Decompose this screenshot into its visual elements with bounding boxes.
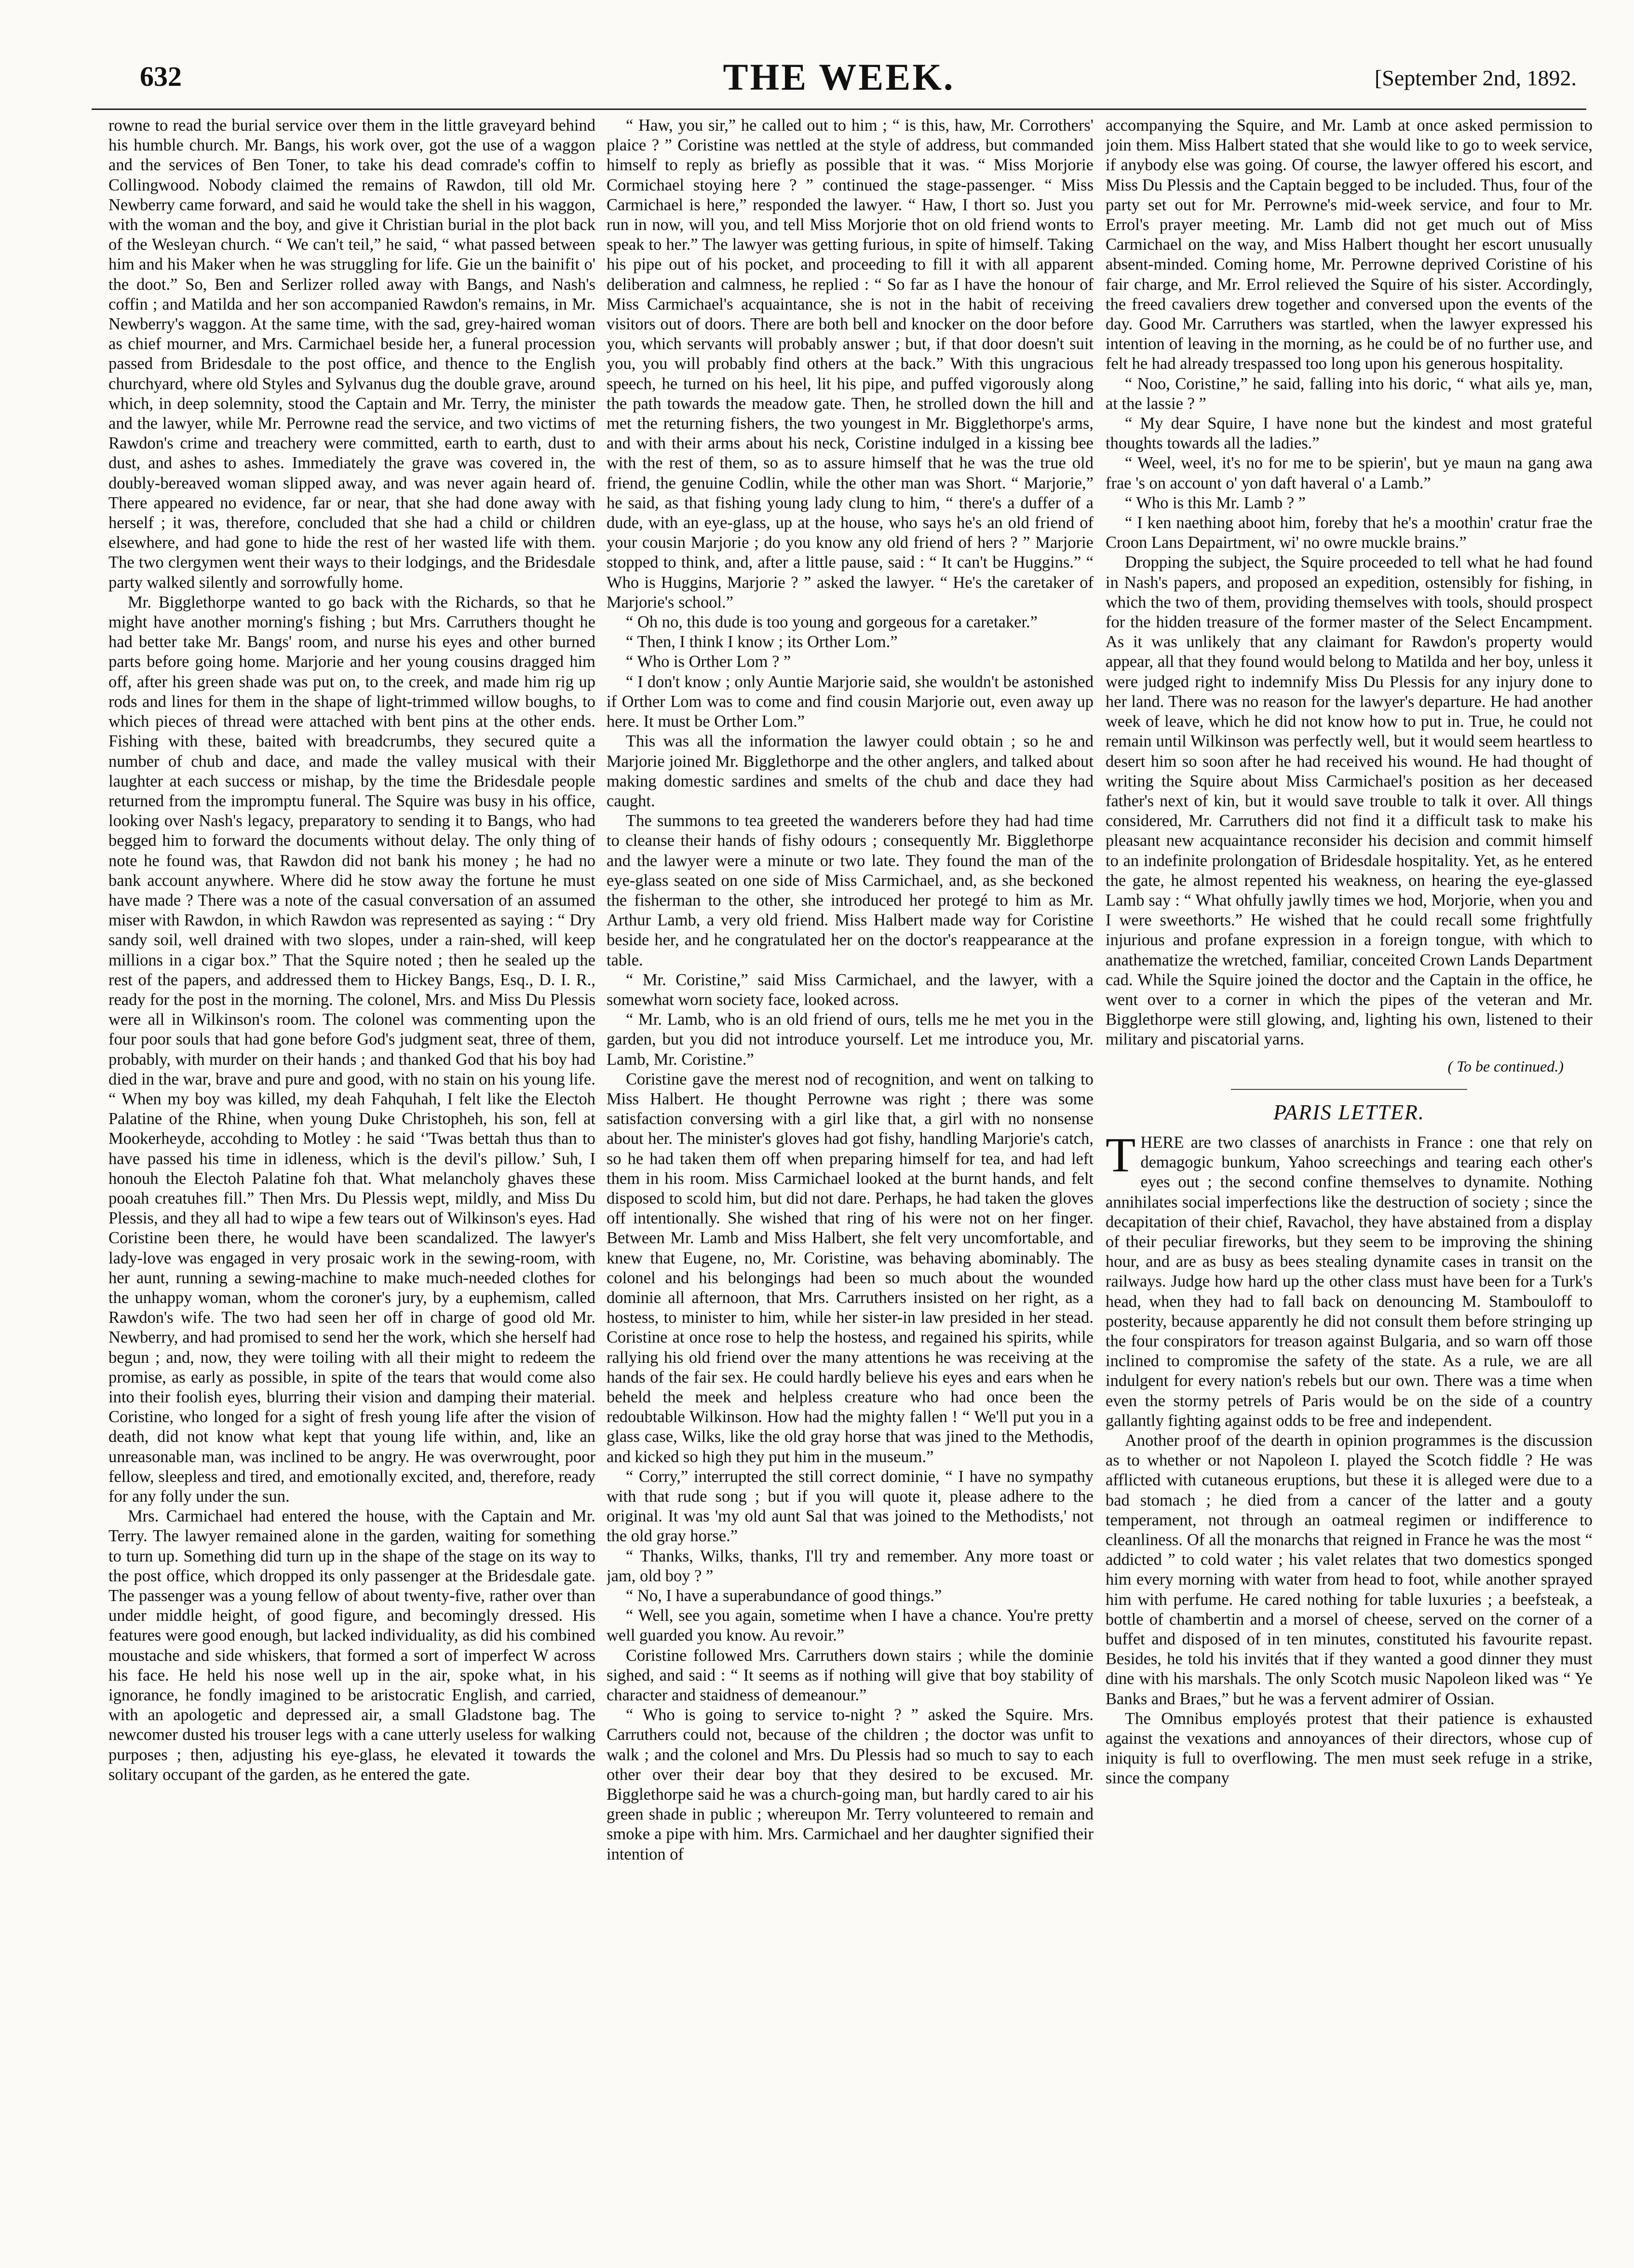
column-2 xyxy=(607,116,1094,2257)
article-paragraph: Another proof of the dearth in opinion programmes is the discussion as to whether or not Napoleon I. played the Scotch fiddle ? He was afflicted with cutaneous eruptions, but these it is alleged were due to a bad stomach ; he died from a cancer of the latter and a gouty temperament, not through an oatmeal regimen or indifference to cleanliness. Of all the monarchs that reigned in France he was the most “ addicted ” to cold water ; his valet relates that two domestics sponged him every morning with water from head to foot, while another sprayed him with perfume. He cared nothing for table luxuries ; a beefsteak, a bottle of chambertin and a morsel of cheese, served on the corner of a buffet and disposed of in ten minutes, constituted his favourite repast. Besides, he told his invités that if they wanted a good dinner they must dine with his marshals. The only Scotch music Napoleon liked was “ Ye Banks and Braes,” but he was a fervent admirer of Ossian. xyxy=(1106,1431,1593,1708)
story-paragraph: “ Oh no, this dude is too young and gorgeous for a caretaker.” xyxy=(626,613,1038,632)
story-paragraph: “ Who is this Mr. Lamb ? ” xyxy=(1125,493,1306,512)
story-paragraph: This was all the information the lawyer could obtain ; so he and Marjorie joined Mr. Bigglethorpe and the other anglers, and talked about making domestic sardines and smelts of the chub and dace they had caught. xyxy=(607,732,1094,810)
story-paragraph: “ Who is going to service to-night ? ” asked the Squire. Mrs. Carruthers could not, because of the children ; the doctor was unfit to walk ; and the colonel and Mrs. Du Plessis had so much to say to each other over their dear boy that they desired to be excused. Mr. Bigglethorpe said he was a church-going man, but hardly cared to air his green shade in public ; whereupon Mr. Terry volunteered to remain and smoke a pipe with him. Mrs. Carmichael and her daughter signified their intention of xyxy=(607,1706,1094,1863)
article-paragraph xyxy=(1106,1127,1593,1431)
story-paragraph: Mrs. Carmichael had entered the house, with the Captain and Mr. Terry. The lawyer remained alone in the garden, waiting for something to turn up. Something did turn up in the shape of the stage on its way to the post office, which dropped its only passenger at the Bridesdale gate. The passenger was a young fellow of about twenty-five, rather over than under middle height, of good figure, and becomingly dressed. His features were good enough, but lacked individuality, as did his combined moustache and side whiskers, that formed a sort of imperfect W across his face. He held his nose well up in the air, spoke what, in his ignorance, he fondly imagined to be aristocratic English, and carried, with an apologetic and depressed air, a small Gladstone bag. The newcomer dusted his trouser legs with a cane utterly useless for walking purposes ; then, adjusting his eye-glass, he elevated it towards the solitary occupant of the garden, as he entered the gate. xyxy=(108,1507,595,1784)
story-paragraph: “ Who is Orther Lom ? ” xyxy=(626,652,791,671)
story-paragraph: “ Mr. Lamb, who is an old friend of ours, tells me he met you in the garden, but you did not introduce yourself. Let me introduce you, Mr. Lamb, Mr. Coristine.” xyxy=(607,1010,1094,1069)
page-header xyxy=(92,55,1586,110)
story-paragraph: “ Thanks, Wilks, thanks, I'll try and remember. Any more toast or jam, old boy ? ” xyxy=(607,1547,1094,1585)
paris-letter-heading: PARIS LETTER. xyxy=(1273,1100,1425,1124)
story-paragraph: “ Weel, weel, it's no for me to be spierin', but ye maun na gang awa frae 's on account o' yon daft haveral o' a Lamb.” xyxy=(1106,454,1593,492)
story-paragraph: “ My dear Squire, I have none but the kindest and most grateful thoughts towards all the ladies.” xyxy=(1106,414,1593,453)
page-number: 632 xyxy=(140,61,182,92)
story-paragraph: “ I don't know ; only Auntie Marjorie said, she wouldn't be astonished if Orther Lom was to come and find cousin Marjorie out, even away up here. It must be Orther Lom.” xyxy=(607,672,1094,731)
masthead-title: THE WEEK. xyxy=(723,56,955,98)
story-paragraph: “ I ken naething aboot him, foreby that he's a moothin' cratur frae the Croon Lans Depairtment, wi' no owre muckle brains.” xyxy=(1106,514,1593,552)
to-be-continued-note: ( To be continued.) xyxy=(1447,1057,1564,1075)
story-paragraph: “ No, I have a superabundance of good things.” xyxy=(626,1587,942,1605)
story-paragraph: “ Corry,” interrupted the still correct dominie, “ I have no sympathy with that rude song ; but if you will quote it, please adhere to the original. It was 'my old aunt Sal that was joined to the Methodists,' not the old gray horse.” xyxy=(607,1467,1094,1546)
story-paragraph: rowne to read the burial service over them in the little graveyard behind his humble church. Mr. Bangs, his work over, got the use of a waggon and the services of Ben Toner, to take his dead comrade's coffin to Collingwood. Nobody claimed the remains of Rawdon, till old Mr. Newberry came forward, and said he would take the shell in his waggon, with the woman and the boy, and give it Christian burial in the plot back of the Wesleyan church. “ We can't teil,” he said, “ what passed between him and his Maker when he was struggling for life. Gie un the bainifit o' the doot.” So, Ben and Serlizer rolled away with Bangs, and Nash's coffin ; and Matilda and her son accompanied Rawdon's remains, in Mr. Newberry's waggon. At the same time, with the sad, grey-haired woman as chief mourner, and Mrs. Carmichael beside her, a funeral procession passed from Bridesdale to the post office, and thence to the English churchyard, where old Styles and Sylvanus dug the double grave, around which, in deep solemnity, stood the Captain and Mr. Terry, the minister and the lawyer, while Mr. Perrowne read the service, and two victims of Rawdon's crime and treachery were committed, earth to earth, dust to dust, and ashes to ashes. Immediately the grave was covered in, the doubly-bereaved woman slipped away, and was never again heard of. There appeared no evidence, far or near, that she had done away with herself ; it was, therefore, concluded that she had a child or children elsewhere, and had gone to hide the rest of her wasted life with them. The two clergymen went their ways to their lodgings, and the Bridesdale party walked silently and sorrowfully home. xyxy=(108,116,595,592)
column-1 xyxy=(108,116,595,2257)
story-paragraph: “ Noo, Coristine,” he said, falling into his doric, “ what ails ye, man, at the lassie ? ” xyxy=(1106,374,1593,413)
story-paragraph: Mr. Bigglethorpe wanted to go back with the Richards, so that he might have another morning's fishing ; but Mrs. Carruthers thought he had better take Mr. Bangs' room, and nurse his eyes and other burned parts before going home. Marjorie and her young cousins dragged him off, after his green shade was put on, to the creek, and made him rig up rods and lines for them in the shape of light-trimmed willow boughs, to which pieces of thread were attached with bent pins at the other ends. Fishing with these, baited with breadcrumbs, they secured quite a number of chub and dace, and made the valley musical with their laughter at each success or mishap, by the time the Bridesdale people returned from the impromptu funeral. The Squire was busy in his office, looking over Nash's legacy, preparatory to sending it to Bangs, who had begged him to forward the documents without delay. The only thing of note he found was, that Rawdon did not bank his money ; he had no bank account anywhere. Where did he stow away the fortune he must have made ? There was a note of the casual conversation of an assumed miser with Rawdon, in which Rawdon was represented as saying : “ Dry sandy soil, well drained with two slopes, under a rain-shed, will keep millions in a cigar box.” That the Squire noted ; then he sealed up the rest of the papers, and addressed them to Hickey Bangs, Esq., D. I. R., ready for the post in the morning. The colonel, Mrs. and Miss Du Plessis were all in Wilkinson's room. The colonel was commenting upon the four poor souls that had gone before God's judgment seat, three of them, probably, with murder on their hands ; and thanked God that his boy had died in the war, brave and pure and good, with no stain on his young life. “ When my boy was killed, my deah Fahquhah, I felt like the Electoh Palatine of the Rhine, when young Duke Christopheh, his son, fell at Mookerheyde, accohding to Motley : he said ‘'Twas bettah thus than to have passed his time in idleness, which is the devil's pillow.’ Suh, I honouh the Electoh Palatine foh that. What melancholy ghaves these pooah creatuhes fill.” Then Mrs. Du Plessis wept, mildly, and Miss Du Plessis, and they all had to wipe a few tears out of Wilkinson's eyes. Had Coristine been there, he would have been scandalized. The lawyer's lady-love was engaged in very prosaic work in the sewing-room, with her aunt, running a sewing-machine to make much-needed clothes for the unhappy woman, whom the coroner's jury, by a euphemism, called Rawdon's wife. The two had seen her off in charge of good old Mr. Newberry, and had promised to send her the work, which she herself had begun ; and, now, they were toiling with all their might to redeem the promise, as early as possible, in spite of the tears that would come also into their foolish eyes, blurring their vision and damping their material. Coristine, who longed for a sight of fresh young life after the vision of death, did not know what kept that young life within, and, like an unreasonable man, was inclined to be angry. He was overwrought, poor fellow, sleepless and tired, and emotionally excited, and, therefore, ready for any folly under the sun. xyxy=(108,593,595,1506)
story-paragraph: “ Then, I think I know ; its Orther Lom.” xyxy=(626,633,898,652)
story-paragraph: “ Well, see you again, sometime when I have a chance. You're pretty well guarded you know. Au revoir.” xyxy=(607,1606,1094,1645)
section-divider xyxy=(1231,1089,1467,1090)
story-paragraph: Coristine followed Mrs. Carruthers down stairs ; while the dominie sighed, and said : “ It seems as if nothing will give that boy stability of character and staidness of demeanour.” xyxy=(607,1646,1094,1705)
story-paragraph: Coristine gave the merest nod of recognition, and went on talking to Miss Halbert. He thought Perrowne was right ; there was some satisfaction conversing with a girl like that, a girl with no nonsense about her. The minister's gloves had got fishy, handling Marjorie's catch, so he had taken them off when preparing himself for tea, and had left them in his room. Miss Carmichael looked at the burnt hands, and felt disposed to scold him, but did not dare. Perhaps, he had taken the gloves off intentionally. She wished that ring of his were not on her finger. Between Mr. Lamb and Miss Halbert, she felt very uncomfortable, and knew that Eugene, no, Mr. Coristine, was behaving abominably. The colonel and his belongings had been so much about the wounded dominie all afternoon, that Mrs. Carruthers insisted on her right, as a hostess, to minister to him, while her sister-in law presided in her stead. Coristine at once rose to help the hostess, and regained his spirits, while rallying his old friend over the many attentions he was receiving at the hands of the fair sex. He could hardly believe his eyes and ears when he beheld the meek and helpless creature who had once been the redoubtable Wilkinson. How had the mighty fallen ! “ We'll put you in a glass case, Wilks, like the old gray horse that was jined to the Methodis, and kicked so high they put him in the museum.” xyxy=(607,1070,1094,1466)
issue-date: [September 2nd, 1892. xyxy=(1374,66,1577,90)
article-text: HERE are two classes of anarchists in France : one that rely on demagogic bunkum, Yahoo screechings and tearing each other's eyes out ; the second confine themselves to dynamite. Nothing annihilates social imperfections like the destruction of society ; since the decapitation of their chief, Ravachol, they have abstained from a display of their peculiar fireworks, but they seem to be improving the shining hour, and are as busy as bees stealing dynamite cases in transit on the railways. Judge how hard up the other class must have been for a Turk's head, when they had to fall back on denouncing M. Stambouloff to posterity, because apparently he did not consult them before stringing up the four conspirators for treason against Bulgaria, and so warn off those inclined to compromise the safety of the state. As a rule, we are all indulgent for every nation's rebels but our own. There was a time when even the stormy petrels of Paris would be on the side of a country gallantly fighting against odds to be free and independent. xyxy=(1106,1133,1593,1430)
story-paragraph: “ Haw, you sir,” he called out to him ; “ is this, haw, Mr. Corrothers' plaice ? ” Coristine was nettled at the style of address, but commanded himself to reply as briefly as possible that it was. “ Miss Morjorie Cormichael stoying here ? ” continued the stage-passenger. “ Miss Carmichael is here,” responded the lawyer. “ Haw, I thort so. Just you run in now, will you, and tell Miss Morjorie thot on old friend wonts to speak to her.” The lawyer was getting furious, in spite of himself. Taking his pipe out of his pocket, and proceeding to fill it with all apparent deliberation and calmness, he replied : “ So far as I have the honour of Miss Carmichael's acquaintance, she is not in the habit of receiving visitors out of doors. There are both bell and knocker on the door before you, which servants will probably answer ; but, if that door doesn't suit you, you will probably find others at the back.” With this ungracious speech, he turned on his heel, lit his pipe, and puffed vigorously along the path towards the meadow gate. Then, he strolled down the hill and met the returning fishers, the two youngest in Mr. Bigglethorpe's arms, and with their arms about his neck, Coristine indulged in a kissing bee with the rest of them, so as to assure himself that he was the true old friend, the genuine Codlin, while the other man was Short. “ Marjorie,” he said, as that fishing young lady clung to him, “ there's a duffer of a dude, with an eye-glass, up at the house, who says he's an old friend of your cousin Marjorie ; do you know any old friend of hers ? ” Marjorie stopped to think, and, after a little pause, said : “ It can't be Huggins.” “ Who is Huggins, Marjorie ? ” asked the lawyer. “ He's the caretaker of Marjorie's school.” xyxy=(607,116,1094,611)
article-paragraph: The Omnibus employés protest that their patience is exhausted against the vexations and annoyances of their directors, whose cup of iniquity is full to overflowing. The men must seek refuge in a strike, since the company xyxy=(1106,1709,1593,1788)
story-paragraph: The summons to tea greeted the wanderers before they had had time to cleanse their hands of fishy odours ; consequently Mr. Bigglethorpe and the lawyer were a minute or two late. They found the man of the eye-glass seated on one side of Miss Carmichael, and, as she beckoned the fisherman to the other, she introduced her protegé to him as Mr. Arthur Lamb, a very old friend. Miss Halbert made way for Coristine beside her, and he congratulated her on the doctor's reappearance at the table. xyxy=(607,812,1094,969)
story-paragraph: accompanying the Squire, and Mr. Lamb at once asked permission to join them. Miss Halbert stated that she would like to go to week service, if anybody else was going. Of course, the lawyer offered his escort, and Miss Du Plessis and the Captain begged to be included. Thus, four of the party set out for Mr. Perrowne's mid-week service, and four to Mr. Errol's prayer meeting. Mr. Lamb did not get much out of Miss Carmichael on the way, and Miss Halbert thought her escort unusually absent-minded. Coming home, Mr. Perrowne deprived Coristine of his fair charge, and Mr. Errol relieved the Squire of his sister. Accordingly, the freed cavaliers drew together and conversed upon the events of the day. Good Mr. Carruthers was startled, when the lawyer expressed his intention of leaving in the morning, as he could be of no further use, and felt he had already trespassed too long upon his generous hospitality. xyxy=(1106,116,1593,373)
story-paragraph: “ Mr. Coristine,” said Miss Carmichael, and the lawyer, with a somewhat worn society face, looked across. xyxy=(607,970,1094,1009)
column-3 xyxy=(1106,116,1593,2257)
story-paragraph: Dropping the subject, the Squire proceeded to tell what he had found in Nash's papers, and proposed an expedition, ostensibly for fishing, in which the two of them, providing themselves with tools, should prospect for the hidden treasure of the former master of the Select Encampment. As it was unlikely that any claimant for Rawdon's property would appear, all that they found would belong to Matilda and her boy, unless it were judged right to indemnify Miss Du Plessis for any injury done to her land. There was no reason for the lawyer's departure. He had another week of leave, which he did not know how to put in. True, he could not remain until Wilkinson was perfectly well, but it would seem heartless to desert him so soon after he had received his wound. He had thought of writing the Squire about Miss Carmichael's position as her deceased father's next of kin, but it would save trouble to talk it over. All things considered, Mr. Carruthers did not find it a difficult task to make his pleasant new acquaintance reconsider his decision and commit himself to an indefinite prolongation of Bridesdale hospitality. Yet, as he entered the gate, he almost repented his weakness, on hearing the eye-glassed Lamb say : “ What ohfully jawlly times we hod, Morjorie, when you and I were sweethorts.” He wished that he could recall some frightfully injurious and profane expression in a foreign tongue, with which to anathematize the wretched, familiar, conceited Crown Lands Department cad. While the Squire joined the doctor and the Captain in the office, he went over to a corner in which the pipes of the veteran and Mr. Bigglethorpe were still glowing, and, lighting his own, listened to their military and piscatorial yarns. xyxy=(1106,553,1593,1049)
drop-cap: T xyxy=(1106,1127,1136,1182)
